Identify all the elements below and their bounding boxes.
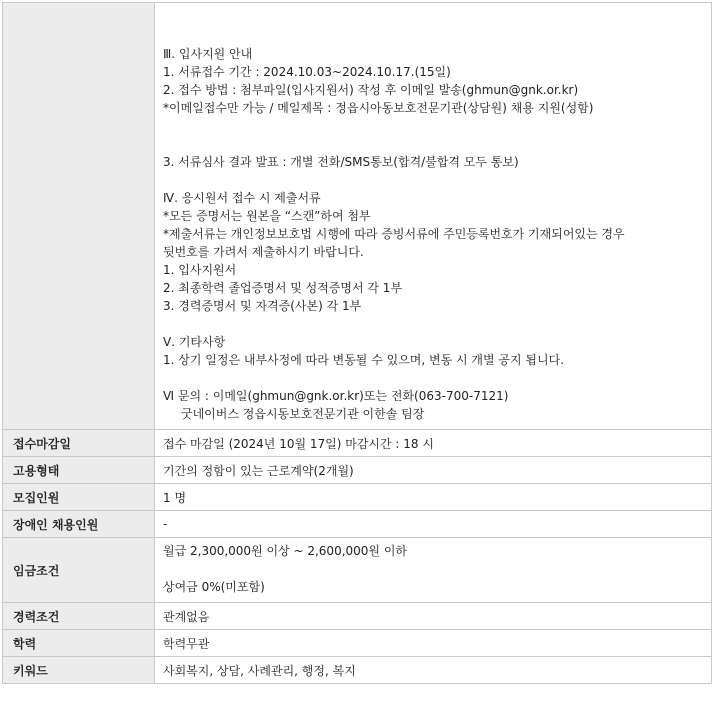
- salary-bonus: 상여금 0%(미포함): [163, 580, 265, 594]
- detail-line: 2. 최종학력 졸업증명서 및 성적증명서 각 1부: [163, 281, 403, 295]
- keywords-row: [3, 657, 712, 684]
- detail-line: Ⅲ. 입사지원 안내: [163, 47, 253, 61]
- education-label: 학력: [3, 630, 155, 657]
- salary-value-cell: [155, 538, 712, 603]
- career-value: 관계없음: [155, 603, 712, 630]
- detail-blank-line: [163, 171, 703, 189]
- detail-line: 1. 상기 일정은 내부사정에 따라 변동될 수 있으며, 변동 시 개별 공지 됩니다.: [163, 353, 565, 367]
- headcount-row: [3, 484, 712, 511]
- disabled-hire-label: 장애인 채용인원: [3, 511, 155, 538]
- career-row: [3, 603, 712, 630]
- contact-signature: 굿네이버스 정읍시동보호전문기관 이한솔 팀장: [181, 407, 425, 421]
- employment-type-label: 고용형태: [3, 457, 155, 484]
- headcount-value: 1 명: [155, 484, 712, 511]
- keywords-label: 키워드: [3, 657, 155, 684]
- career-label: 경력조건: [3, 603, 155, 630]
- headcount-label: 모집인원: [3, 484, 155, 511]
- education-row: [3, 630, 712, 657]
- deadline-row: [3, 430, 712, 457]
- deadline-value: 접수 마감일 (2024년 10월 17일) 마감시간 : 18 시: [155, 430, 712, 457]
- details-cell: [155, 3, 712, 430]
- details-label-cell: [3, 3, 155, 430]
- detail-line: 3. 경력증명서 및 자격증(사본) 각 1부: [163, 299, 362, 313]
- job-posting-table: [2, 2, 712, 684]
- salary-spacer: [163, 560, 705, 578]
- detail-line: *제출서류는 개인정보보호법 시행에 따라 증빙서류에 주민등록번호가 기재되어있는 경우: [163, 227, 625, 241]
- salary-label: 임금조건: [3, 538, 155, 603]
- detail-blank-line: [163, 135, 703, 153]
- employment-type-value: 기간의 정함이 있는 근로계약(2개월): [155, 457, 712, 484]
- salary-monthly: 월급 2,300,000원 이상 ~ 2,600,000원 이하: [163, 544, 408, 558]
- detail-line: Ⅳ. 응시원서 접수 시 제출서류: [163, 191, 321, 205]
- detail-line: Ⅴ. 기타사항: [163, 335, 226, 349]
- detail-line: 뒷번호를 가려서 제출하시기 바랍니다.: [163, 245, 364, 259]
- detail-line: 2. 접수 방법 : 첨부파일(입사지원서) 작성 후 이메일 발송(ghmun@gnk.or.kr): [163, 83, 579, 97]
- contact-line: Ⅵ 문의 : 이메일(ghmun@gnk.or.kr)또는 전화(063-700-7121): [163, 389, 509, 403]
- detail-line: 1. 입사지원서: [163, 263, 237, 277]
- detail-blank-line: [163, 369, 703, 387]
- detail-line: *이메일접수만 가능 / 메일제목 : 정읍시아동보호전문기관(상담원) 채용 지원(성함): [163, 101, 594, 115]
- detail-line: *모든 증명서는 원본을 “스캔”하여 첨부: [163, 209, 371, 223]
- keywords-value: 사회복지, 상담, 사례관리, 행정, 복지: [155, 657, 712, 684]
- detail-blank-line: [163, 117, 703, 135]
- disabled-hire-row: [3, 511, 712, 538]
- disabled-hire-value: -: [155, 511, 712, 538]
- deadline-label: 접수마감일: [3, 430, 155, 457]
- salary-row: [3, 538, 712, 603]
- detail-line: 1. 서류접수 기간 : 2024.10.03~2024.10.17.(15일): [163, 65, 451, 79]
- employment-type-row: [3, 457, 712, 484]
- detail-blank-line: [163, 315, 703, 333]
- detail-line: 3. 서류심사 결과 발표 : 개별 전화/SMS통보(합격/불합격 모두 통보): [163, 155, 519, 169]
- details-row: [3, 3, 712, 430]
- education-value: 학력무관: [155, 630, 712, 657]
